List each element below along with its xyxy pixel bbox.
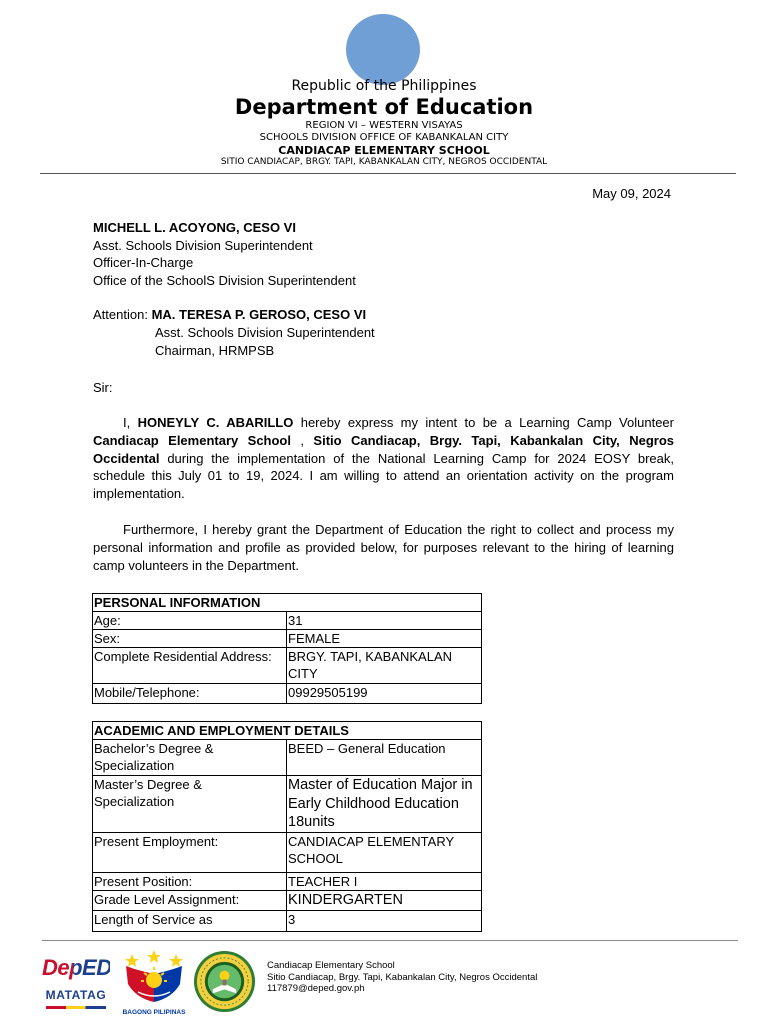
attention-detail-line: Asst. Schools Division Superintendent [155,325,375,340]
deped-logo-word: DepED [42,955,112,980]
addressee-name: MICHELL L. ACOYONG, CESO VI [93,220,296,235]
bagong-pilipinas-emblem-icon [118,948,190,1004]
table-title: ACADEMIC AND EMPLOYMENT DETAILS [93,722,482,740]
table-header-row [93,722,482,740]
row-label: Length of Service as [93,910,287,931]
school-location: Sitio Candiacap, Brgy. Tapi, Kabankalan City, Negros Occidental [93,432,674,466]
paragraph-text: I, [123,415,138,430]
row-label: Grade Level Assignment: [93,890,287,910]
school-address-line: SITIO CANDIACAP, BRGY. TAPI, KABANKALAN CITY, NEGROS OCCIDENTAL [220,157,548,167]
matatag-logo-word: MATATAG [45,988,107,1002]
table-row [93,832,482,872]
region-line: REGION VI – WESTERN VISAYAS [305,120,463,131]
volunteer-name: HONEYLY C. ABARILLO [137,415,294,430]
footer-divider [42,940,738,941]
row-value: KINDERGARTEN [287,890,482,910]
footer-email: 117879@deped.gov.ph [267,983,365,994]
row-label: Complete Residential Address: [93,648,287,684]
footer-school-name: Candiacap Elementary School [267,960,395,971]
consent-paragraph: Furthermore, I hereby grant the Department of Education the right to collect and process my personal information and profile as provided below, for purposes relevant to the hiring of learning camp volunteers in the Department. [93,522,674,573]
footer-contact [267,960,537,995]
row-value: FEMALE [287,630,482,648]
row-value: 09929505199 [287,684,482,704]
row-label: Age: [93,612,287,630]
salutation: Sir: [93,380,113,395]
academic-employment-table [92,721,482,932]
row-value: 3 [287,910,482,931]
footer-address: Sitio Candiacap, Brgy. Tapi, Kabankalan City, Negros Occidental [267,971,538,983]
deped-matatag-logo-icon [42,955,110,1013]
table-row [93,740,482,776]
table-row [93,684,482,704]
intent-paragraph [93,414,674,503]
letter-date: May 09, 2024 [592,186,671,201]
row-label: Present Employment: [93,832,287,872]
paragraph-text: during the implementation of the National Learning Camp for 2024 EOSY break, schedule this July 01 to 19, 2024. I am willing to attend an orientation activity on the program implementation. [93,450,674,502]
attention-name: MA. TERESA P. GEROSO, CESO VI [151,307,367,322]
republic-heading: Republic of the Philippines [291,78,477,94]
addressee-line: Asst. Schools Division Superintendent [93,237,313,253]
table-row [93,776,482,833]
row-label: Master’s Degree & Specialization [93,776,287,833]
row-value: BEED – General Education [287,740,482,776]
row-label: Sex: [93,630,287,648]
school-name: Candiacap Elementary School [93,432,291,448]
table-row [93,910,482,931]
header-divider [40,173,736,174]
row-value: Master of Education Major in Early Childhood Education 18units [287,776,482,833]
division-line: SCHOOLS DIVISION OFFICE OF KABANKALAN CITY [259,132,509,143]
table-title: PERSONAL INFORMATION [93,594,482,612]
table-row [93,612,482,630]
row-value: TEACHER I [287,872,482,890]
table-header-row [93,594,482,612]
deped-logo-bar [46,1006,106,1009]
row-label: Mobile/Telephone: [93,684,287,704]
table-row [93,890,482,910]
school-name-line: CANDIACAP ELEMENTARY SCHOOL [278,144,490,157]
table-row [93,872,482,890]
row-value: BRGY. TAPI, KABANKALAN CITY [287,648,482,684]
department-heading: Department of Education [234,95,534,119]
personal-information-table [92,593,482,704]
addressee-line: Officer-In-Charge [93,255,194,271]
bagong-pilipinas-logo-word: BAGONG PILIPINAS [122,1009,186,1016]
addressee-block [93,219,653,290]
school-seal-icon [193,950,256,1013]
row-value: CANDIACAP ELEMENTARY SCHOOL [287,832,482,872]
addressee-line: Office of the SchoolS Division Superintendent [93,273,356,289]
row-label: Present Position: [93,872,287,890]
paragraph-text: , [290,432,314,448]
row-value: 31 [287,612,482,630]
table-row [93,630,482,648]
attention-detail-line: Chairman, HRMPSB [155,342,275,358]
attention-label: Attention: [93,307,148,322]
bagong-pilipinas-logo-icon [118,948,190,1014]
school-seal-emblem-icon [193,950,256,1013]
table-row [93,648,482,684]
attention-line [93,306,366,324]
attention-details [155,324,375,359]
row-label: Bachelor’s Degree & Specialization [93,740,287,776]
seal-placeholder-icon [346,14,420,85]
paragraph-text: hereby express my intent to be a Learning Camp Volunteer [293,415,674,430]
